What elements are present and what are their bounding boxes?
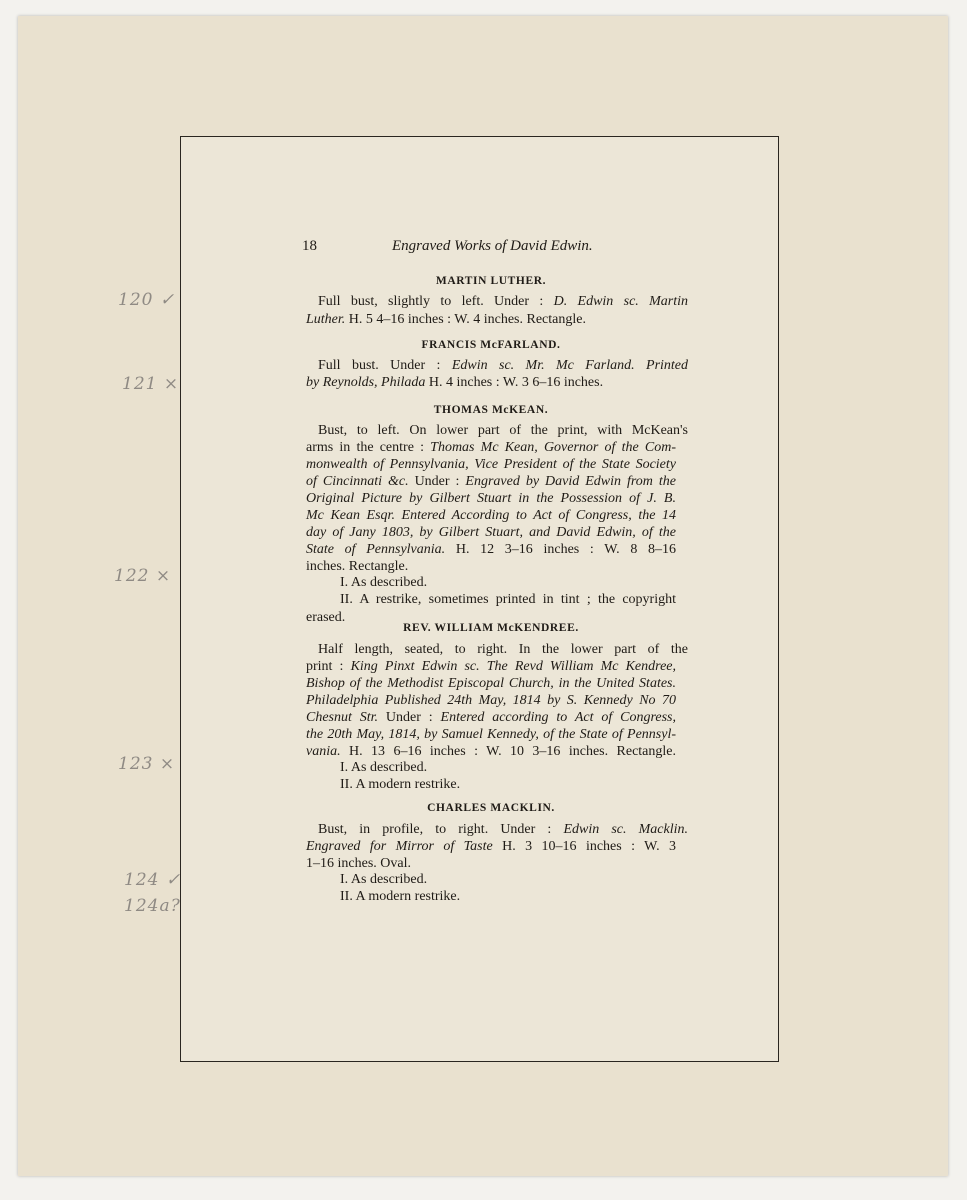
entry-title-macklin: CHARLES MACKLIN. bbox=[427, 802, 555, 814]
macklin-line-1a: Bust, in profile, to right. Under : bbox=[318, 822, 552, 837]
mckendree-line-2 bbox=[306, 658, 676, 675]
mckendree-line-5 bbox=[306, 709, 676, 726]
mckendree-line-7 bbox=[306, 743, 676, 760]
page-number: 18 bbox=[302, 238, 317, 254]
mckean-state-1: I. As described. bbox=[340, 575, 428, 590]
mckendree-line-6 bbox=[306, 726, 676, 743]
mckean-line-6-text: Mc Kean Esqr. Entered According to Act of Congress, the 14 bbox=[306, 508, 676, 523]
macklin-line-2a: Engraved for Mirror of Taste bbox=[306, 839, 493, 854]
mcfarland-line-1 bbox=[306, 357, 688, 374]
mcfarland-line-1b: Edwin sc. Mr. Mc Farland. Printed bbox=[451, 358, 689, 373]
mckean-line-3-text: monwealth of Pennsylvania, Vice President of the State Society bbox=[306, 457, 676, 472]
running-head: Engraved Works of David Edwin. bbox=[392, 238, 593, 254]
mckendree-state-2: II. A modern restrike. bbox=[340, 777, 461, 792]
mckean-state-2: II. A restrike, sometimes printed in tint ; the copyright bbox=[340, 592, 676, 607]
macklin-line-3: 1–16 inches. Oval. bbox=[306, 856, 411, 871]
mckean-line-2a: arms in the centre : bbox=[306, 440, 424, 455]
macklin-line-2 bbox=[306, 838, 676, 855]
entry-title-luther: MARTIN LUTHER. bbox=[435, 275, 547, 287]
macklin-line-1 bbox=[306, 821, 688, 838]
mckean-line-4 bbox=[306, 473, 676, 490]
luther-line-1 bbox=[306, 293, 688, 310]
mckean-line-5-text: Original Picture by Gilbert Stuart in the Possession of J. B. bbox=[306, 491, 676, 506]
macklin-line-1b: Edwin sc. Macklin. bbox=[563, 822, 689, 837]
luther-line-2a: Luther. bbox=[306, 312, 346, 327]
mckean-line-5 bbox=[306, 490, 676, 507]
mckendree-line-1: Half length, seated, to right. In the lower part of the bbox=[318, 642, 688, 657]
mckendree-line-4 bbox=[306, 692, 676, 709]
mckean-line-3 bbox=[306, 456, 676, 473]
mckean-line-2b: Thomas Mc Kean, Governor of the Com- bbox=[430, 440, 676, 455]
mckean-line-8b: H. 12 3–16 inches : W. 8 8–16 bbox=[455, 542, 676, 557]
mcfarland-line-2a: by Reynolds, Philada bbox=[306, 375, 426, 390]
mckendree-line-4-text: Philadelphia Published 24th May, 1814 by S. Kennedy No 70 bbox=[306, 693, 676, 708]
luther-line-2b: H. 5 4–16 inches : W. 4 inches. Rectangle. bbox=[348, 312, 586, 327]
mckendree-line-2b: King Pinxt Edwin sc. The Revd William Mc Kendree, bbox=[350, 659, 677, 674]
mckendree-line-5a: Chesnut Str. bbox=[306, 710, 379, 725]
mckendree-line-7b: H. 13 6–16 inches : W. 10 3–16 inches. Rectangle. bbox=[349, 744, 676, 759]
margin-note-124: 124 ✓ bbox=[124, 870, 182, 890]
luther-line-1a: Full bust, slightly to left. Under : bbox=[318, 294, 544, 309]
macklin-state-1: I. As described. bbox=[340, 872, 428, 887]
mckean-line-4c: Engraved by David Edwin from the bbox=[465, 474, 676, 489]
mckean-line-7 bbox=[306, 524, 676, 541]
mckendree-state-1: I. As described. bbox=[340, 760, 428, 775]
mcfarland-line-2b: H. 4 inches : W. 3 6–16 inches. bbox=[428, 375, 604, 390]
mckendree-line-5c: Entered according to Act of Congress, bbox=[440, 710, 676, 725]
mckean-line-4a: of Cincinnati &c. bbox=[306, 474, 409, 489]
mckean-line-2 bbox=[306, 439, 676, 456]
mckendree-line-5b: Under : bbox=[385, 710, 433, 725]
mckean-line-6 bbox=[306, 507, 676, 524]
mckean-line-9: inches. Rectangle. bbox=[306, 559, 409, 574]
mckendree-line-3-text: Bishop of the Methodist Episcopal Church, in the United States. bbox=[306, 676, 676, 691]
mckendree-line-3 bbox=[306, 675, 676, 692]
margin-note-120: 120 ✓ bbox=[118, 290, 176, 310]
entry-title-mckendree: REV. WILLIAM McKENDREE. bbox=[403, 622, 579, 634]
entry-title-mckean: THOMAS McKEAN. bbox=[433, 404, 549, 416]
mckean-line-7-text: day of Jany 1803, by Gilbert Stuart, and David Edwin, of the bbox=[306, 525, 676, 540]
mckean-line-8a: State of Pennsylvania. bbox=[306, 542, 446, 557]
margin-note-123: 123 × bbox=[118, 754, 176, 774]
mckean-state-2-cont: erased. bbox=[306, 610, 346, 625]
margin-note-122: 122 × bbox=[114, 566, 172, 586]
macklin-state-2: II. A modern restrike. bbox=[340, 889, 461, 904]
luther-line-2 bbox=[306, 311, 676, 328]
mcfarland-line-1a: Full bust. Under : bbox=[318, 358, 441, 373]
macklin-line-2b: H. 3 10–16 inches : W. 3 bbox=[502, 839, 676, 854]
mckendree-line-6-text: the 20th May, 1814, by Samuel Kennedy, of the State of Pennsyl- bbox=[306, 727, 676, 742]
mckendree-line-7a: vania. bbox=[306, 744, 341, 759]
entry-title-mcfarland: FRANCIS McFARLAND. bbox=[421, 339, 561, 351]
margin-note-124a: 124a? bbox=[124, 896, 181, 916]
mcfarland-line-2 bbox=[306, 374, 676, 391]
luther-line-1b: D. Edwin sc. Martin bbox=[553, 294, 688, 309]
mckean-line-1: Bust, to left. On lower part of the print, with McKean's bbox=[318, 423, 688, 438]
mckean-line-8 bbox=[306, 541, 676, 558]
margin-note-121: 121 × bbox=[122, 374, 180, 394]
mckean-line-4b: Under : bbox=[414, 474, 460, 489]
mckendree-line-2a: print : bbox=[306, 659, 344, 674]
